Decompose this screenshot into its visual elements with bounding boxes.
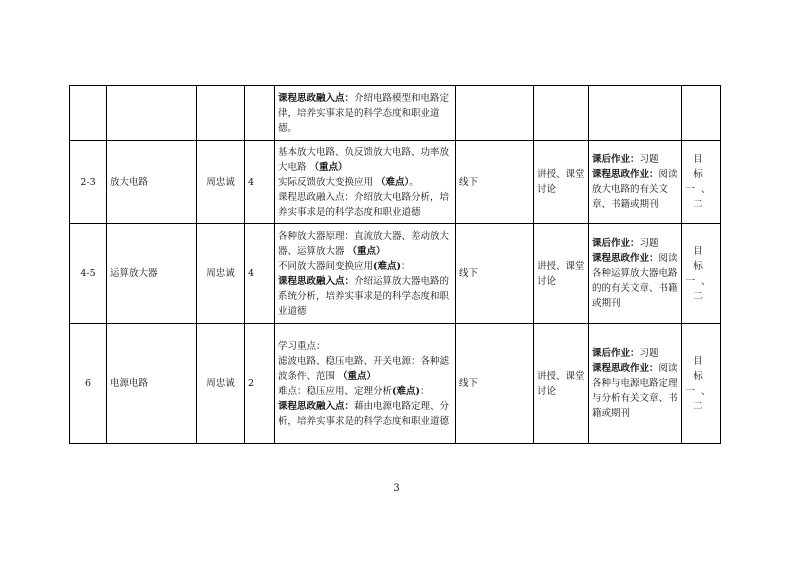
text-run: 阅读各种运算放大器电路的的有关文章、书籍或期刊 [592, 253, 678, 309]
goal-line: 目 标 [693, 355, 725, 382]
table-row [70, 224, 721, 324]
hours-cell: 2 [245, 324, 275, 444]
content-cell [275, 324, 456, 444]
bold-text-run: （难点） [376, 176, 410, 188]
teaching-cell: 讲授、课堂讨论 [534, 141, 589, 224]
teacher-cell: 周忠诚 [197, 224, 245, 324]
teacher-cell: 周忠诚 [197, 141, 245, 224]
hours-cell [245, 86, 275, 141]
homework-cell [589, 324, 682, 444]
text-run: 基本放大电路、负反馈放大电路、功率放大电路 [278, 146, 450, 173]
content-cell [275, 141, 456, 224]
bold-text-run: 课程思政作业： [592, 253, 659, 264]
hours-cell: 4 [245, 141, 275, 224]
homework-cell [589, 86, 682, 141]
teacher-cell [197, 86, 245, 141]
method-cell: 线下 [456, 324, 534, 444]
goal-cell [682, 324, 725, 444]
text-run: 习题 [639, 238, 659, 249]
text-run: 阅读放大电路的有关文章、书籍或期刊 [592, 169, 678, 210]
content-cell [275, 224, 456, 324]
bold-text-run: 课后作业： [592, 348, 640, 359]
table-row [70, 86, 721, 141]
text-run: 藉由电源电路定理、分析，培养实事求是的科学态度和职业道德 [278, 400, 450, 427]
homework-cell [589, 224, 682, 324]
week-cell: 4-5 [70, 224, 107, 324]
method-cell: 线下 [456, 141, 534, 224]
goal-line: 一、二 [685, 275, 717, 302]
goal-cell [682, 141, 725, 224]
method-cell [456, 86, 534, 141]
text-run: 滤波电路、稳压电路、开关电源：各种滤波条件、范围 [278, 355, 450, 382]
topic-cell: 电源电路 [107, 324, 197, 444]
text-run: 习题 [639, 154, 659, 165]
text-run: 不同放大器间变换应用 [278, 260, 374, 272]
week-cell [70, 86, 107, 141]
text-run: 学习重点： [278, 340, 326, 352]
bold-text-run: 课后作业： [592, 238, 640, 249]
bold-text-run: 课程思政融入点： [278, 400, 355, 412]
text-run: 难点：稳压应用、定理分析 [278, 385, 393, 397]
method-cell: 线下 [456, 224, 534, 324]
teaching-cell: 讲授、课堂讨论 [534, 224, 589, 324]
text-run: 各种放大器原理：直流放大器、差动放大器、运算放大器 [278, 230, 450, 257]
homework-cell [589, 141, 682, 224]
table-row [70, 141, 721, 224]
bold-text-run: 课程思政作业： [592, 169, 659, 180]
text-run: 实际反馈放大变换应用 [278, 176, 377, 188]
teacher-cell: 周忠诚 [197, 324, 245, 444]
text-run: ： [420, 385, 430, 397]
hours-cell: 4 [245, 224, 275, 324]
topic-cell: 放大电路 [107, 141, 197, 224]
week-cell: 2-3 [70, 141, 107, 224]
week-cell: 6 [70, 324, 107, 444]
bold-text-run: （重点） [347, 245, 386, 257]
text-run: 阅读各种与电源电路定理与分析有关文章、书籍或期刊 [592, 363, 678, 419]
goal-line: 目 标 [693, 154, 725, 180]
bold-text-run: 课后作业： [592, 154, 640, 165]
bold-text-run: (难点) [392, 385, 421, 397]
goal-cell [682, 86, 721, 141]
bold-text-run: (难点) [373, 260, 402, 272]
topic-cell: 运算放大器 [107, 224, 197, 324]
page-number: 3 [393, 483, 400, 494]
goal-line: 目 标 [693, 245, 725, 272]
goal-line: 一、二 [685, 184, 717, 210]
text-run: 介绍运算放大器电路的系统分析，培养实事求是的科学态度和职业道德 [278, 275, 450, 317]
bold-text-run: 课程思政作业： [592, 363, 659, 374]
text-run: 习题 [639, 348, 659, 359]
text-run: 课程思政融入点：介绍放大电路分析，培养实事求是的科学态度和职业道德 [278, 191, 450, 218]
bold-text-run: （重点） [309, 161, 348, 173]
text-run: 介绍电路模型和电路定律，培养实事求是的科学态度和职业道德。 [278, 92, 450, 134]
text-run: ： [401, 260, 411, 272]
goal-line: 一、二 [685, 385, 717, 412]
table-row [70, 324, 721, 444]
bold-text-run: （重点） [338, 370, 377, 382]
topic-cell [107, 86, 197, 141]
text-run: 。 [409, 176, 419, 188]
bold-text-run: 课程思政融入点： [278, 275, 355, 287]
course-schedule-table [69, 85, 725, 444]
teaching-cell [534, 86, 589, 141]
teaching-cell: 讲授、课堂讨论 [534, 324, 589, 444]
content-cell [275, 86, 456, 141]
bold-text-run: 课程思政融入点： [278, 92, 355, 104]
goal-cell [682, 224, 725, 324]
